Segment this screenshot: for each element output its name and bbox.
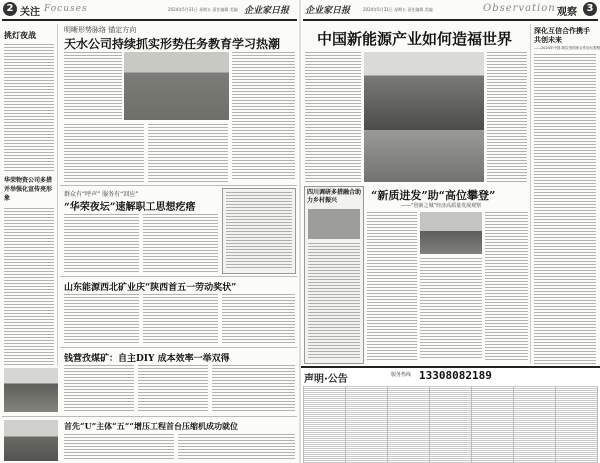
section-title-en: Focuses bbox=[44, 4, 88, 14]
column-divider bbox=[57, 24, 58, 366]
lead-body-text-2 bbox=[232, 52, 295, 180]
lead-photo bbox=[364, 52, 484, 182]
bottom-body-text bbox=[64, 434, 174, 461]
mid-body-text-3 bbox=[222, 294, 295, 344]
section-title-en: Observation bbox=[483, 3, 556, 14]
lead-body-text-2 bbox=[487, 52, 527, 182]
newspaper-brand: 企业家日报 bbox=[244, 6, 290, 16]
lead-deck: 明晰形势脉络 锚定方向 bbox=[64, 26, 137, 34]
page-number: 3 bbox=[583, 2, 597, 16]
side-headline: 华荣物资公司多措并举强化宣传亮形象 bbox=[4, 177, 53, 202]
side-body-text bbox=[4, 208, 54, 366]
right-page-header bbox=[301, 2, 600, 18]
lead-headline: 天水公司持续抓实形势任务教育学习热潮 bbox=[64, 37, 281, 51]
feature-kicker: 群众有“呼声” 服务有“回应” bbox=[64, 191, 139, 198]
box-body-text bbox=[308, 243, 360, 359]
ad-listings-grid bbox=[303, 386, 598, 463]
small-body-text bbox=[64, 365, 134, 413]
column-kicker: 挑灯夜战 bbox=[4, 30, 36, 40]
header-rule bbox=[303, 19, 598, 21]
section-title: 关注 bbox=[20, 7, 40, 18]
story-divider-3 bbox=[60, 347, 297, 348]
bottom-headline: 首先“U”主体“五”“增压工程首台压缩机成功就位 bbox=[64, 421, 238, 431]
feature-body-text bbox=[64, 214, 139, 272]
dateline: 2024年5月31日 星期五 责任编辑 美编 bbox=[363, 7, 433, 12]
left-page-header bbox=[0, 2, 299, 18]
small-body-text-3 bbox=[212, 365, 295, 413]
right-column-subtitle: ——2024年中国-阿拉伯国家合作论坛观察 bbox=[534, 46, 600, 50]
feature-body-text-2 bbox=[143, 214, 218, 272]
box-headline: 四川调研多措融合助力乡村振兴 bbox=[307, 189, 362, 204]
sidebar-box bbox=[222, 188, 296, 274]
feature-body-text bbox=[367, 212, 417, 360]
section-title: 观察 bbox=[557, 7, 577, 18]
lead-headline: 中国新能源产业如何造福世界 bbox=[317, 30, 513, 48]
story-divider-4 bbox=[2, 416, 297, 417]
newspaper-brand: 企业家日报 bbox=[305, 6, 351, 16]
mid-headline: 山东能源西北矿业庆“陕西首五一劳动奖状” bbox=[64, 283, 237, 293]
bottom-body-text-2 bbox=[178, 434, 295, 461]
lead-photo bbox=[124, 52, 229, 120]
ad-title: 声明·公告 bbox=[304, 374, 348, 385]
dateline: 2024年5月31日 星期五 责任编辑 美编 bbox=[168, 7, 238, 12]
page-number: 2 bbox=[3, 2, 17, 16]
column-divider bbox=[530, 24, 531, 364]
mid-body-text bbox=[64, 294, 139, 344]
small-body-text-2 bbox=[138, 365, 208, 413]
column-body-text bbox=[4, 44, 54, 172]
feature-headline: “华荣夜坛”速解职工思想疙瘩 bbox=[64, 202, 196, 213]
story-divider-2 bbox=[60, 276, 297, 277]
story-divider bbox=[60, 185, 297, 186]
lead-body-text bbox=[305, 52, 361, 182]
boxed-story bbox=[304, 186, 364, 364]
lead-body-text-4 bbox=[148, 124, 228, 182]
right-page bbox=[301, 0, 600, 463]
feature-subtitle: ——“创新之城”经济高质量发展观察 bbox=[401, 203, 482, 209]
right-column-headline: 深化互信合作携手共创未来 bbox=[534, 26, 590, 44]
right-column-body-text bbox=[534, 54, 596, 364]
small-headline: 钱营孜煤矿：自主DIY 成本效率一举双得 bbox=[64, 354, 230, 364]
lead-body-text bbox=[64, 52, 122, 120]
ad-phone-number: 13308082189 bbox=[419, 369, 492, 382]
feature-body-text-3 bbox=[485, 212, 528, 360]
header-rule bbox=[2, 19, 297, 21]
classified-ads bbox=[301, 366, 600, 463]
ad-hotline-label: 服务热线 bbox=[391, 372, 412, 378]
bottom-photo-2 bbox=[4, 420, 58, 461]
bottom-photo bbox=[4, 368, 58, 412]
box-photo bbox=[308, 209, 360, 239]
feature-photo bbox=[420, 212, 482, 254]
lead-body-text-3 bbox=[64, 124, 144, 182]
feature-body-text-2 bbox=[420, 258, 482, 360]
feature-headline: “新质进发”助“高位攀登” bbox=[371, 189, 496, 202]
sidebar-box-text bbox=[226, 192, 292, 270]
mid-body-text-2 bbox=[143, 294, 218, 344]
